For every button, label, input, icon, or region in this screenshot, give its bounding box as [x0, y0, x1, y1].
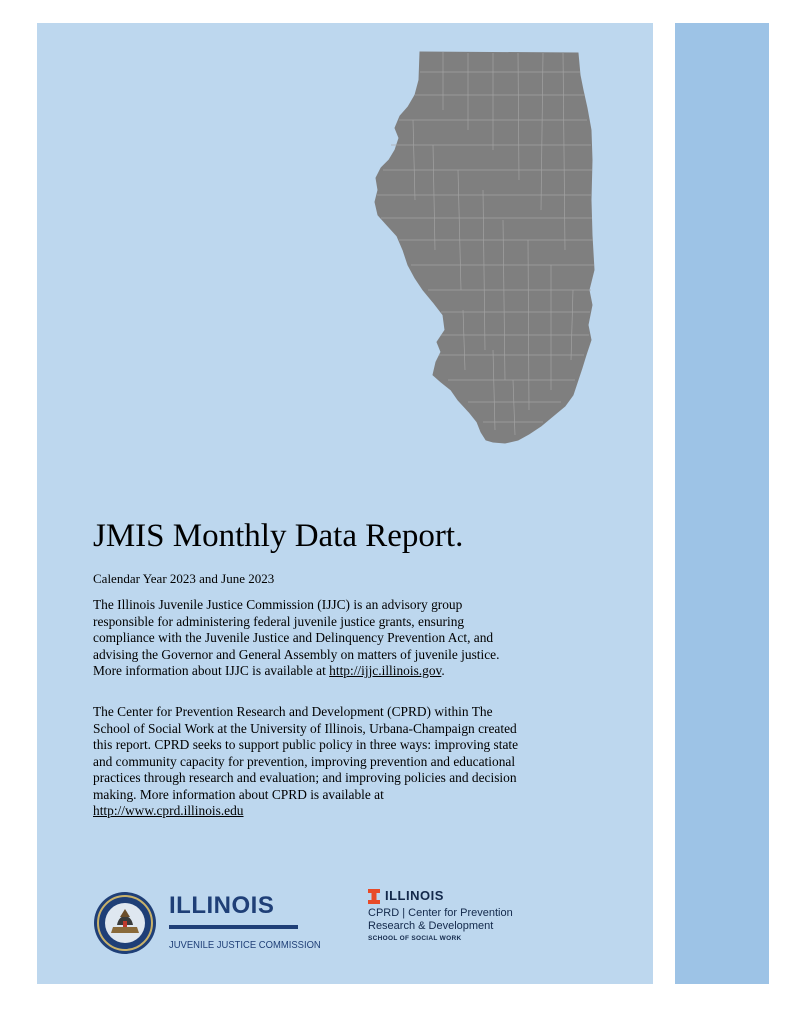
side-accent-bar: [675, 23, 769, 984]
state-seal-icon: [93, 891, 157, 955]
ijjc-logo-rule: [169, 925, 298, 929]
cprd-description-text: The Center for Prevention Research and Development (CPRD) within The School of Social Work at the University of Illinois, Urbana-Champaign created this report. CPRD seeks to support public policy in three ways: improving state and community capacity for prevention, improving prevention and educational practices through research and evaluation; and improving policies and decision making. More information about CPRD is available at: [93, 704, 519, 802]
report-title: JMIS Monthly Data Report.: [93, 518, 464, 554]
cprd-website-link[interactable]: http://www.cprd.illinois.edu: [93, 803, 244, 818]
school-name: SCHOOL OF SOCIAL WORK: [368, 935, 462, 942]
illinois-map-icon: [373, 50, 595, 445]
cprd-logo: [368, 888, 548, 948]
block-i-icon: [368, 889, 380, 904]
ijjc-logo-subtitle: JUVENILE JUSTICE COMMISSION: [169, 939, 321, 951]
ijjc-website-link[interactable]: http://ijjc.illinois.gov: [329, 663, 442, 678]
ijjc-description: [93, 597, 523, 680]
cprd-description: [93, 704, 523, 820]
cprd-logo-line2: Research & Development: [368, 920, 494, 932]
ijjc-logo: [93, 886, 321, 958]
cprd-logo-line1: CPRD | Center for Prevention: [368, 907, 513, 919]
ijjc-description-text: The Illinois Juvenile Justice Commission (IJJC) is an advisory group responsible for administering federal juvenile justice grants, ensuring compliance with the Juvenile Justice and Delinquency Prevention Act, and advising the Governor and General Assembly on matters of juvenile justice. More information about IJJC is available at: [93, 597, 500, 678]
ijjc-logo-name: ILLINOIS: [169, 892, 275, 919]
university-name: ILLINOIS: [385, 888, 444, 903]
ijjc-description-period: .: [441, 663, 445, 678]
report-subtitle: Calendar Year 2023 and June 2023: [93, 571, 275, 586]
